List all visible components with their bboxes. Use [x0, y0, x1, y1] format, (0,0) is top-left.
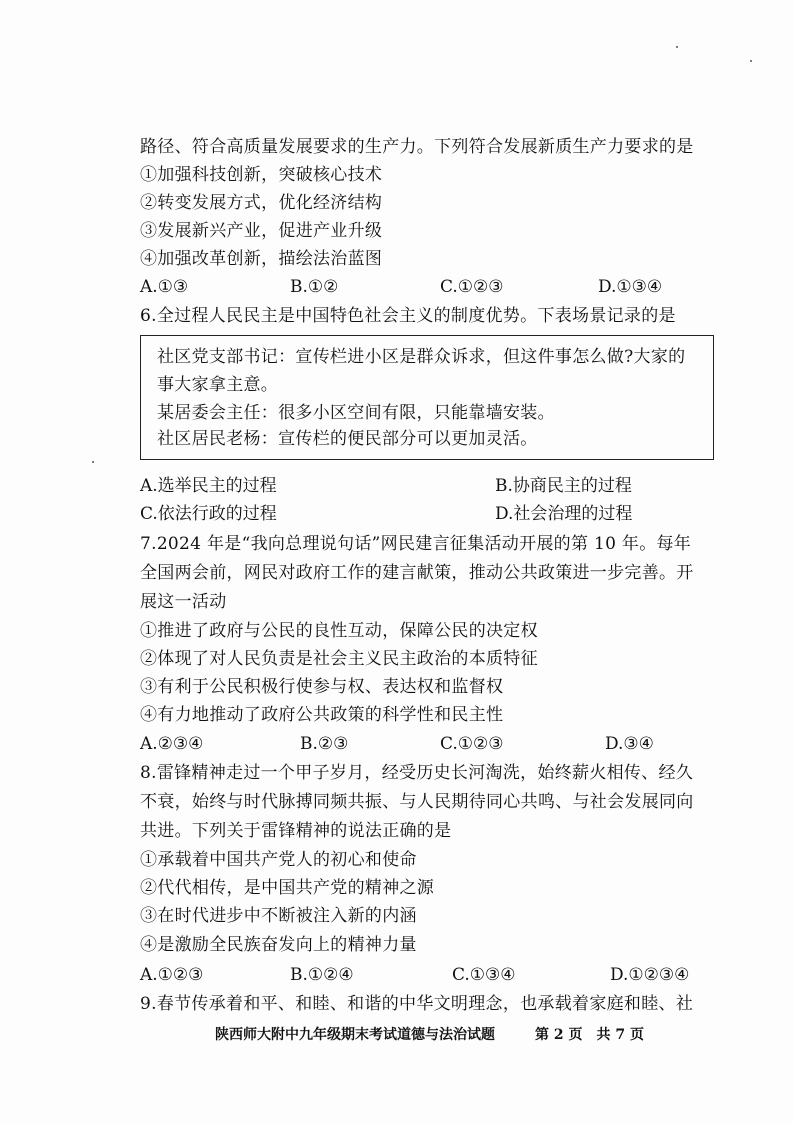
q6-option-d: D.社会治理的过程: [495, 504, 633, 524]
q6-dialog-line-2: 事大家拿主意。: [157, 375, 279, 395]
q8-option-b: B.①②④: [290, 965, 354, 985]
q6-dialog-line-1: 社区党支部书记：宣传栏进小区是群众诉求，但这件事怎么做?大家的: [157, 347, 686, 367]
q6-option-a: A.选举民主的过程: [140, 476, 277, 496]
q5-option-b: B.①②: [290, 277, 339, 297]
q5-item-4: ④加强改革创新，描绘法治蓝图: [140, 249, 383, 269]
q8-option-d: D.①②③④: [610, 965, 690, 985]
footer-page-number: 第 2 页 共 7 页: [535, 1027, 644, 1043]
q5-option-a: A.①③: [140, 277, 189, 297]
q5-option-c: C.①②③: [440, 277, 504, 297]
q7-stem-line-3: 展这一活动: [140, 592, 227, 612]
footer-title: 陕西师大附中九年级期末考试道德与法治试题: [215, 1027, 495, 1043]
q8-option-a: A.①②③: [140, 965, 204, 985]
q5-item-3: ③发展新兴产业，促进产业升级: [140, 221, 383, 241]
q5-stem: 路径、符合高质量发展要求的生产力。下列符合发展新质生产力要求的是: [140, 137, 694, 157]
q6-dialog-line-3: 某居委会主任：很多小区空间有限，只能靠墙安装。: [157, 403, 555, 423]
q6-dialog-box: [140, 335, 714, 460]
scan-speck: [750, 60, 752, 62]
q7-item-4: ④有力地推动了政府公共政策的科学性和民主性: [140, 705, 504, 725]
q7-option-b: B.②③: [300, 734, 349, 754]
q8-item-4: ④是激励全民族奋发向上的精神力量: [140, 935, 417, 955]
q7-stem-line-2: 全国两会前，网民对政府工作的建言献策，推动公共政策进一步完善。开: [140, 563, 694, 583]
q6-dialog-line-4: 社区居民老杨：宣传栏的便民部分可以更加灵活。: [157, 429, 538, 449]
q8-item-2: ②代代相传，是中国共产党的精神之源: [140, 878, 435, 898]
q6-stem: 6.全过程人民民主是中国特色社会主义的制度优势。下表场景记录的是: [140, 306, 676, 326]
q6-option-b: B.协商民主的过程: [495, 476, 632, 496]
q9-stem: 9.春节传承着和平、和睦、和谐的中华文明理念，也承载着家庭和睦、社: [140, 994, 694, 1014]
q7-option-c: C.①②③: [440, 734, 504, 754]
q8-stem-line-1: 8.雷锋精神走过一个甲子岁月，经受历史长河淘洗，始终薪火相传、经久: [140, 763, 694, 783]
q8-item-3: ③在时代进步中不断被注入新的内涵: [140, 906, 417, 926]
q7-item-2: ②体现了对人民负责是社会主义民主政治的本质特征: [140, 649, 538, 669]
q7-item-1: ①推进了政府与公民的良性互动，保障公民的决定权: [140, 621, 538, 641]
scan-speck: [92, 461, 94, 463]
scan-speck: [676, 46, 678, 48]
q7-stem-line-1: 7.2024 年是“我向总理说句话”网民建言征集活动开展的第 10 年。每年: [140, 534, 692, 554]
q5-item-2: ②转变发展方式，优化经济结构: [140, 193, 383, 213]
q7-item-3: ③有利于公民积极行使参与权、表达权和监督权: [140, 677, 504, 697]
q7-option-d: D.③④: [605, 734, 654, 754]
q8-stem-line-3: 共进。下列关于雷锋精神的说法正确的是: [140, 821, 452, 841]
q5-option-d: D.①③④: [598, 277, 663, 297]
q6-option-c: C.依法行政的过程: [140, 504, 277, 524]
q8-stem-line-2: 不衰，始终与时代脉搏同频共振、与人民期待同心共鸣、与社会发展同向: [140, 792, 694, 812]
q5-item-1: ①加强科技创新，突破核心技术: [140, 165, 383, 185]
q8-option-c: C.①③④: [452, 965, 516, 985]
q8-item-1: ①承载着中国共产党人的初心和使命: [140, 850, 417, 870]
q7-option-a: A.②③④: [140, 734, 204, 754]
